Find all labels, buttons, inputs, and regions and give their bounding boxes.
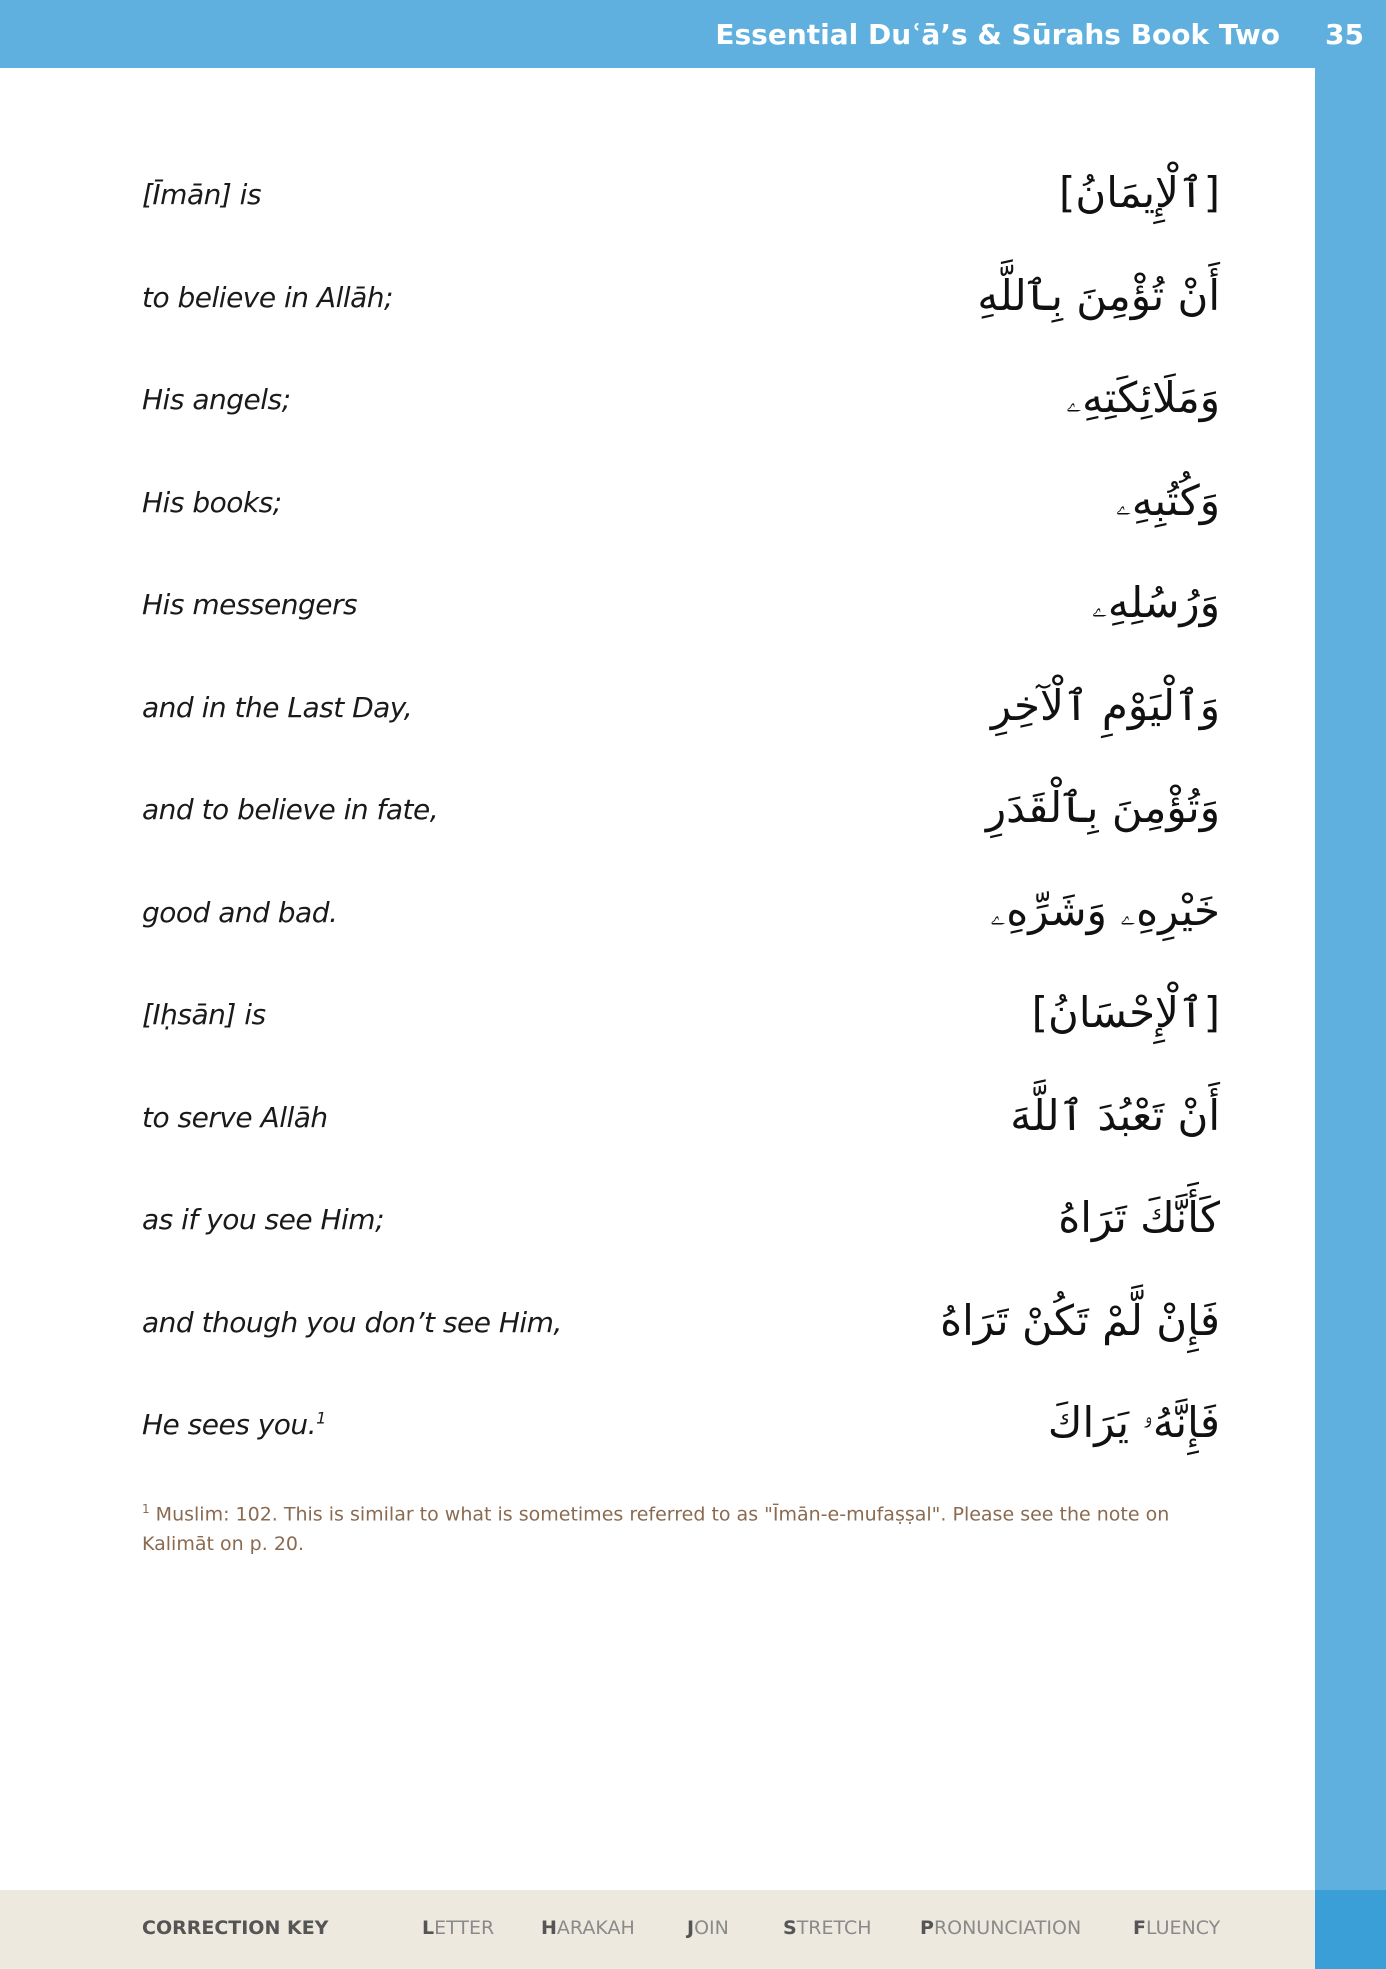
translation-row [142,578,1220,681]
arabic-text: فَإِنَّهُۥ يَرَاكَ [1047,1398,1220,1447]
english-text: His books; [142,485,282,519]
arabic-text: وَرُسُلِهِۦ [1091,578,1220,627]
arabic-text: كَأَنَّكَ تَرَاهُ [1058,1193,1220,1242]
key-stretch: STRETCH [783,1917,872,1939]
english-text: His messengers [142,588,358,621]
key-fluency: FLUENCY [1133,1917,1221,1939]
translation-row [142,1193,1220,1296]
english-text: [Īmān] is [142,178,262,211]
side-bar [1315,68,1386,1890]
arabic-text: أَنْ تُؤْمِنَ بِٱللَّهِ [977,270,1220,320]
translation-row [142,1296,1220,1399]
arabic-text: [ٱلْإِيمَانُ] [1059,168,1220,217]
english-text: and to believe in fate, [142,793,439,826]
english-text: to believe in Allāh; [142,280,393,314]
footnote [142,1494,1220,1559]
english-text: [Iḥsān] is [142,998,266,1031]
arabic-text: وَتُؤْمِنَ بِٱلْقَدَرِ [985,783,1220,832]
translation-row [142,988,1220,1091]
footnote-text: Muslim: 102. This is similar to what is sometimes referred to as "Īmān-e-mufaṣṣal". Please see the note on Kalimāt on p. 20. [142,1503,1170,1556]
translation-row [142,783,1220,886]
english-text: good and bad. [142,895,338,929]
translation-list [142,168,1220,1501]
arabic-text: أَنْ تَعْبُدَ ٱللَّهَ [1010,1090,1220,1140]
arabic-text: خَيْرِهِۦ وَشَرِّهِۦ [990,885,1220,935]
translation-row [142,476,1220,579]
arabic-text: فَإِنْ لَّمْ تَكُنْ تَرَاهُ [940,1295,1220,1345]
key-join: JOIN [687,1917,729,1939]
translation-row [142,1091,1220,1194]
english-text: and in the Last Day, [142,690,413,724]
translation-row [142,373,1220,476]
footnote-marker: 1 [142,1502,150,1516]
english-text: His angels; [142,383,291,416]
key-pronunciation: PRONUNCIATION [920,1917,1082,1939]
translation-row [142,886,1220,989]
arabic-text: وَمَلَائِكَتِهِۦ [1066,373,1220,422]
footnote-reference[interactable]: 1 [316,1408,326,1428]
translation-row [142,681,1220,784]
english-text: He sees you. [142,1408,317,1441]
page-number: 35 [1325,18,1364,51]
translation-row [142,168,1220,271]
english-text: as if you see Him; [142,1203,385,1236]
arabic-text: [ٱلْإِحْسَانُ] [1031,988,1220,1037]
side-bar-bottom [1315,1890,1386,1969]
key-harakah: HARAKAH [541,1917,635,1939]
correction-key-label: CORRECTION KEY [142,1917,329,1939]
arabic-text: وَٱلْيَوْمِ ٱلْآخِرِ [990,680,1220,730]
english-text-with-footnote [142,1408,326,1441]
translation-row [142,1398,1220,1501]
key-letter: LETTER [422,1917,495,1939]
english-text: and though you don’t see Him, [142,1305,562,1339]
book-title: Essential Duʿā’s & Sūrahs Book Two [715,18,1280,51]
arabic-text: وَكُتُبِهِۦ [1115,475,1220,525]
translation-row [142,271,1220,374]
header-bar [0,0,1386,68]
english-text: to serve Allāh [142,1100,328,1134]
